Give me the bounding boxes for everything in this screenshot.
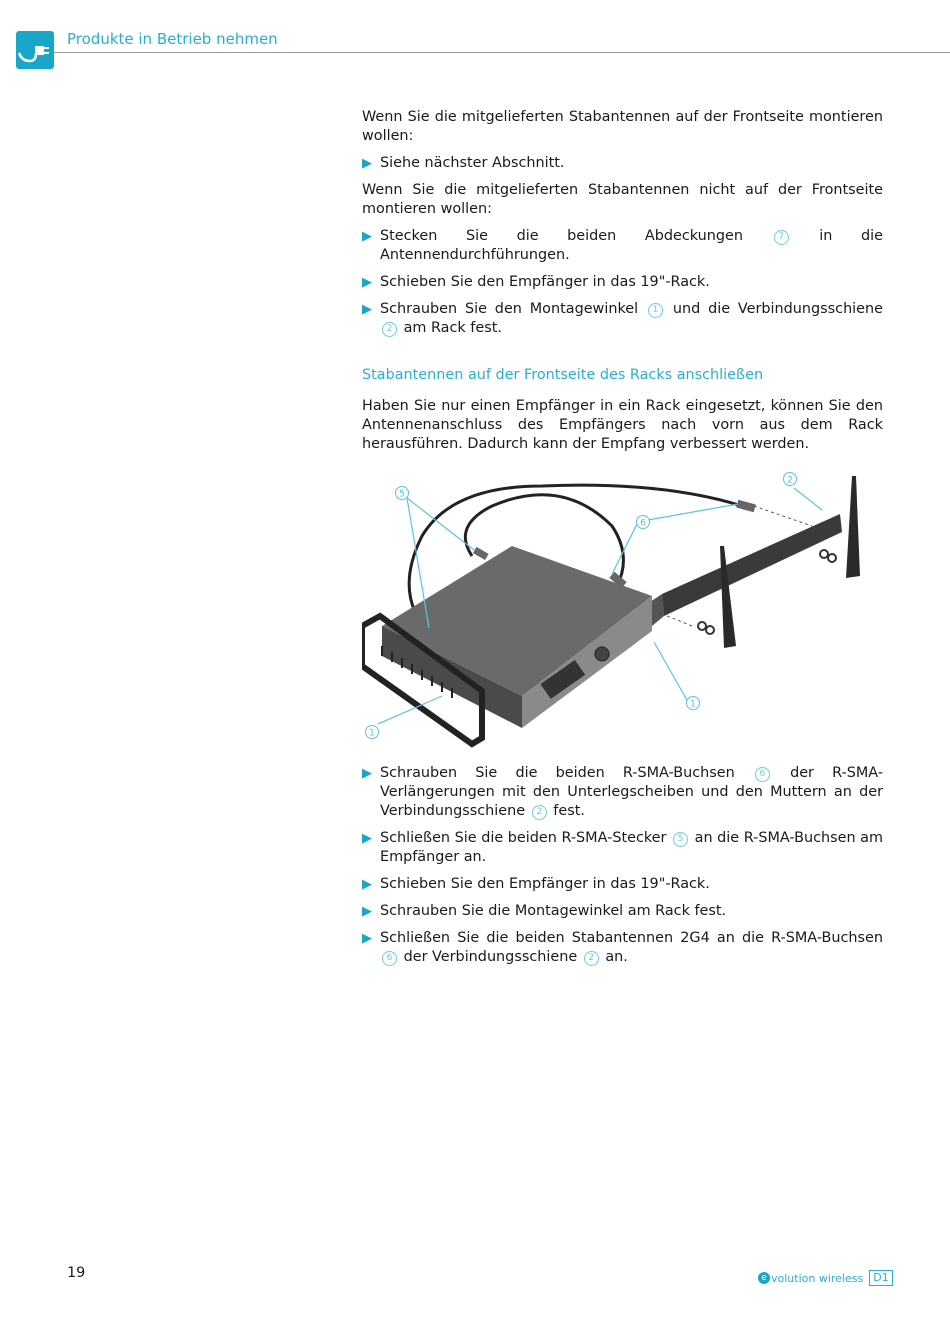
- step-arrow-icon: ▶: [362, 766, 372, 781]
- instruction-step: [362, 300, 883, 338]
- callout-number: 5: [673, 832, 688, 847]
- callout-number: 2: [382, 322, 397, 337]
- step-arrow-icon: ▶: [362, 931, 372, 946]
- main-content: [362, 108, 883, 975]
- step-arrow-icon: ▶: [362, 156, 372, 171]
- step-arrow-icon: ▶: [362, 275, 372, 290]
- instruction-step: [362, 154, 883, 173]
- callout-number: 7: [774, 230, 789, 245]
- step-arrow-icon: ▶: [362, 877, 372, 892]
- step-arrow-icon: ▶: [362, 831, 372, 846]
- section-paragraph: Haben Sie nur einen Empfänger in ein Rack eingesetzt, können Sie den Antennenanschluss des Empfängers nach vorn aus dem Rack herausführen. Dadurch kann der Empfang verbessert werden.: [362, 398, 883, 452]
- brand-model: D1: [869, 1270, 892, 1286]
- rack-mount-illustration: [362, 466, 883, 748]
- brand-text: volution wireless: [771, 1271, 864, 1285]
- callout-label: 1: [690, 699, 696, 710]
- step-text-part: Schrauben Sie den Montagewinkel: [380, 301, 639, 317]
- brand-logo: [758, 1270, 893, 1286]
- step-text-part: und die Verbindungsschiene: [672, 301, 884, 317]
- step-text: [380, 227, 883, 265]
- step-text-part: Stecken Sie die beiden Abdeckungen: [380, 228, 744, 244]
- instruction-step: [362, 875, 883, 894]
- intro-paragraph-2: Wenn Sie die mitgelieferten Stabantennen nicht auf der Frontseite montieren wollen:: [362, 182, 883, 217]
- instruction-step: [362, 829, 883, 867]
- step-text: Schieben Sie den Empfänger in das 19"-Rack.: [380, 876, 710, 892]
- callout-number: 1: [648, 303, 663, 318]
- instruction-step: [362, 929, 883, 967]
- step-text: Siehe nächster Abschnitt.: [380, 155, 565, 171]
- section-heading: Stabantennen auf der Frontseite des Racks anschließen: [362, 367, 764, 383]
- step-text-part: der Verbindungsschiene: [403, 949, 578, 965]
- callout-number: 6: [755, 767, 770, 782]
- step-text: Schieben Sie den Empfänger in das 19"-Rack.: [380, 274, 710, 290]
- step-text: [380, 929, 883, 967]
- intro-paragraph-1: Wenn Sie die mitgelieferten Stabantennen auf der Frontseite montieren wollen:: [362, 109, 883, 144]
- step-arrow-icon: ▶: [362, 904, 372, 919]
- instruction-step: [362, 902, 883, 921]
- callout-number: 6: [382, 951, 397, 966]
- plug-icon: [16, 31, 54, 69]
- step-text-part: an.: [605, 949, 628, 965]
- step-text-part: am Rack fest.: [403, 320, 502, 336]
- instruction-step: [362, 764, 883, 821]
- step-text-part: Schließen Sie die beiden Stabantennen 2G4 an die R-SMA-Buchsen: [380, 930, 883, 946]
- page-number: 19: [67, 1265, 86, 1281]
- callout-label: 2: [787, 475, 793, 486]
- step-text: Schrauben Sie die Montagewinkel am Rack fest.: [380, 903, 727, 919]
- instruction-step: [362, 227, 883, 265]
- step-text: [380, 300, 883, 338]
- step-text-part: Schrauben Sie die beiden R-SMA-Buchsen: [380, 765, 735, 781]
- callout-number: 2: [532, 805, 547, 820]
- callout-number: 2: [584, 951, 599, 966]
- step-arrow-icon: ▶: [362, 229, 372, 244]
- callout-label: 5: [399, 489, 405, 500]
- step-text-part: Schließen Sie die beiden R-SMA-Stecker: [380, 830, 667, 846]
- instruction-step: [362, 273, 883, 292]
- step-text: [380, 764, 883, 821]
- page-title: Produkte in Betrieb nehmen: [67, 30, 278, 48]
- brand-e-icon: e: [758, 1272, 770, 1284]
- header-divider: [54, 52, 950, 53]
- step-text-part: der R-SMA-Verlängerungen mit den Unterlegscheiben und den Muttern an der Verbindungsschiene: [380, 765, 884, 819]
- step-text-part: fest.: [553, 803, 585, 819]
- callout-label: 6: [640, 518, 646, 529]
- callout-label: 1: [369, 728, 375, 739]
- step-text: [380, 829, 883, 867]
- step-text-part: in die Antennendurchführungen.: [380, 228, 883, 263]
- step-arrow-icon: ▶: [362, 302, 372, 317]
- step-text-part: an die R-SMA-Buchsen am Empfänger an.: [380, 830, 884, 865]
